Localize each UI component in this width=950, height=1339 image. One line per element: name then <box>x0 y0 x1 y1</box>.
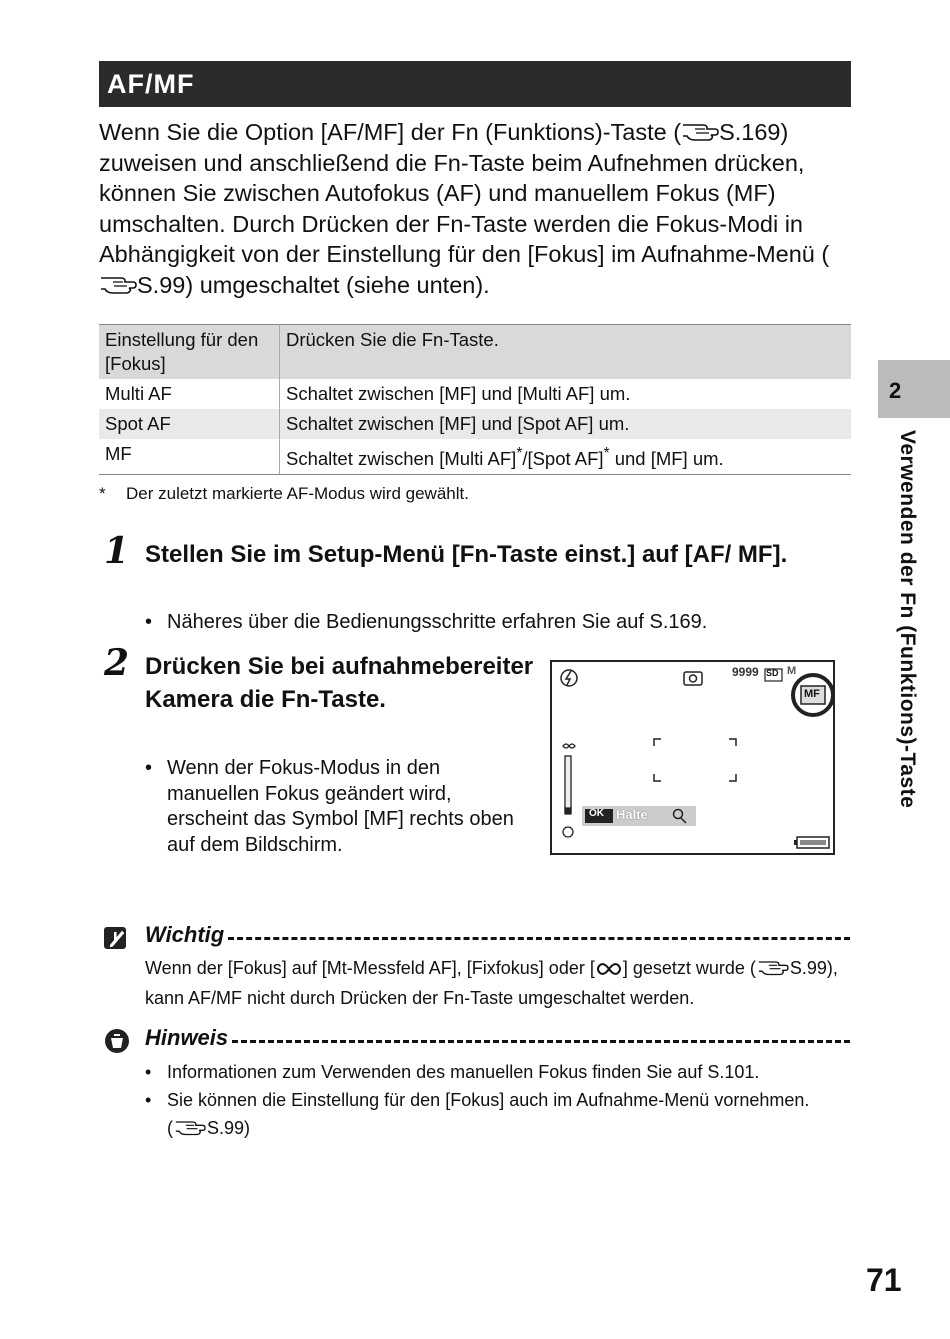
bullet-dot: • <box>145 1090 152 1110</box>
important-text <box>145 954 855 1012</box>
divider <box>228 937 850 940</box>
chapter-number: 2 <box>889 378 902 403</box>
section-title-bar <box>99 61 851 107</box>
intro-text-1: Wenn Sie die Option [AF/MF] der Fn (Funktions)-Taste ( <box>99 119 682 145</box>
section-title: AF/MF <box>107 69 195 99</box>
focus-scale <box>563 744 575 837</box>
bullet-text: Näheres über die Bedienungsschritte erfahren Sie auf S.169. <box>167 611 708 633</box>
important-heading: Wichtig <box>145 922 225 947</box>
footnote-mark: * <box>516 445 523 462</box>
note-ref: S.99) <box>207 1118 251 1138</box>
footnote-mark: * <box>603 445 610 462</box>
battery-icon <box>794 837 829 848</box>
reference-hand-icon <box>756 957 790 977</box>
table-cell <box>280 439 852 475</box>
mf-label: MF <box>804 688 820 700</box>
step-number: 2 <box>104 642 130 684</box>
step-bullet <box>145 756 525 858</box>
hint-heading: Hinweis <box>145 1025 229 1050</box>
table-cell: Schaltet zwischen [MF] und [Spot AF] um. <box>280 409 852 439</box>
chapter-title: Verwenden der Fn (Funktions)-Taste <box>896 430 919 809</box>
af-frame <box>654 739 736 781</box>
table-row <box>99 439 851 475</box>
bullet-dot: • <box>145 1062 152 1082</box>
footnote-mark: * <box>99 484 106 503</box>
table-cell: Schaltet zwischen [MF] und [Multi AF] um. <box>286 383 631 404</box>
note-ref: ( <box>167 1118 173 1138</box>
table-row <box>99 409 851 439</box>
camera-icon <box>684 672 702 685</box>
table-header-cell: Einstellung für den [Fokus] <box>99 325 280 380</box>
list-item <box>145 1086 855 1142</box>
reference-hand-icon <box>99 272 137 296</box>
table-footnote <box>99 484 469 504</box>
bullet-dot: • <box>145 757 153 779</box>
hint-icon <box>103 1026 131 1054</box>
bullet-text: Wenn der Fokus-Modus in den manuellen Fokus geändert wird, erscheint das Symbol [MF] rechts oben auf dem Bildschirm. <box>167 757 514 856</box>
ok-label: OK <box>589 808 604 819</box>
chapter-tab <box>878 360 950 418</box>
table-cell: Multi AF <box>99 379 280 409</box>
hold-label: Halte <box>616 807 648 822</box>
table-header-row <box>99 325 851 380</box>
cell-text: Schaltet zwischen [Multi AF] <box>286 448 517 470</box>
shots-remaining: 9999 <box>732 665 759 679</box>
intro-ref-2: S.99) <box>137 271 194 298</box>
divider <box>232 1040 850 1043</box>
note-text: kann AF/MF nicht durch Drücken der Fn-Taste umgeschaltet werden. <box>145 988 695 1008</box>
intro-ref-1: S.169) <box>719 119 789 145</box>
table-row <box>99 379 851 409</box>
note-text: ] gesetzt wurde ( <box>622 958 756 978</box>
chapter-title-vertical <box>895 430 919 808</box>
card-label: SD <box>766 668 779 678</box>
cell-text: /[Spot AF] <box>522 448 604 470</box>
mode-corner-label: M <box>787 665 797 677</box>
intro-text-2: zuweisen und anschließend die Fn-Taste beim Aufnehmen drücken, können Sie zwischen Autofokus (AF) und manuellem Fokus (MF) umschalten. Durch Drücken der Fn-Taste werden die Fokus-Modi in Abhängigkeit von der Einstellung für den [Fokus] im Aufnahme-Menü ( <box>99 149 830 267</box>
reference-hand-icon <box>681 119 719 143</box>
hint-list <box>145 1058 855 1142</box>
list-item-text: Sie können die Einstellung für den [Fokus] auch im Aufnahme-Menü vornehmen. <box>167 1090 810 1110</box>
step-number: 1 <box>104 530 130 572</box>
table-header-cell: Drücken Sie die Fn-Taste. <box>280 325 852 380</box>
flash-off-icon <box>561 670 577 686</box>
camera-screen-illustration <box>550 660 835 855</box>
cell-text: und [MF] um. <box>609 448 724 470</box>
list-item-text: Informationen zum Verwenden des manuellen Fokus finden Sie auf S.101. <box>167 1062 760 1082</box>
intro-text-3: umgeschaltet (siehe unten). <box>193 271 490 298</box>
step-bullet <box>145 610 707 636</box>
infinity-icon <box>595 956 623 984</box>
step-title: Stellen Sie im Setup-Menü [Fn-Taste einst.] auf [AF/ MF]. <box>145 541 788 568</box>
important-icon <box>103 924 129 950</box>
step-title: Drücken Sie bei aufnahmebereiter Kamera die Fn-Taste. <box>145 653 534 713</box>
table-cell: Spot AF <box>99 409 280 439</box>
reference-hand-icon <box>173 1117 207 1137</box>
page-number: 71 <box>866 1262 902 1298</box>
focus-settings-table <box>99 324 851 475</box>
note-text: Wenn der [Fokus] auf [Mt-Messfeld AF], [Fixfokus] oder [ <box>145 958 595 978</box>
intro-paragraph <box>99 117 859 300</box>
bullet-dot: • <box>145 611 153 633</box>
table-cell: MF <box>99 439 280 475</box>
footnote-text: Der zuletzt markierte AF-Modus wird gewählt. <box>126 484 469 503</box>
list-item <box>145 1058 855 1086</box>
note-ref: S.99), <box>789 958 838 978</box>
